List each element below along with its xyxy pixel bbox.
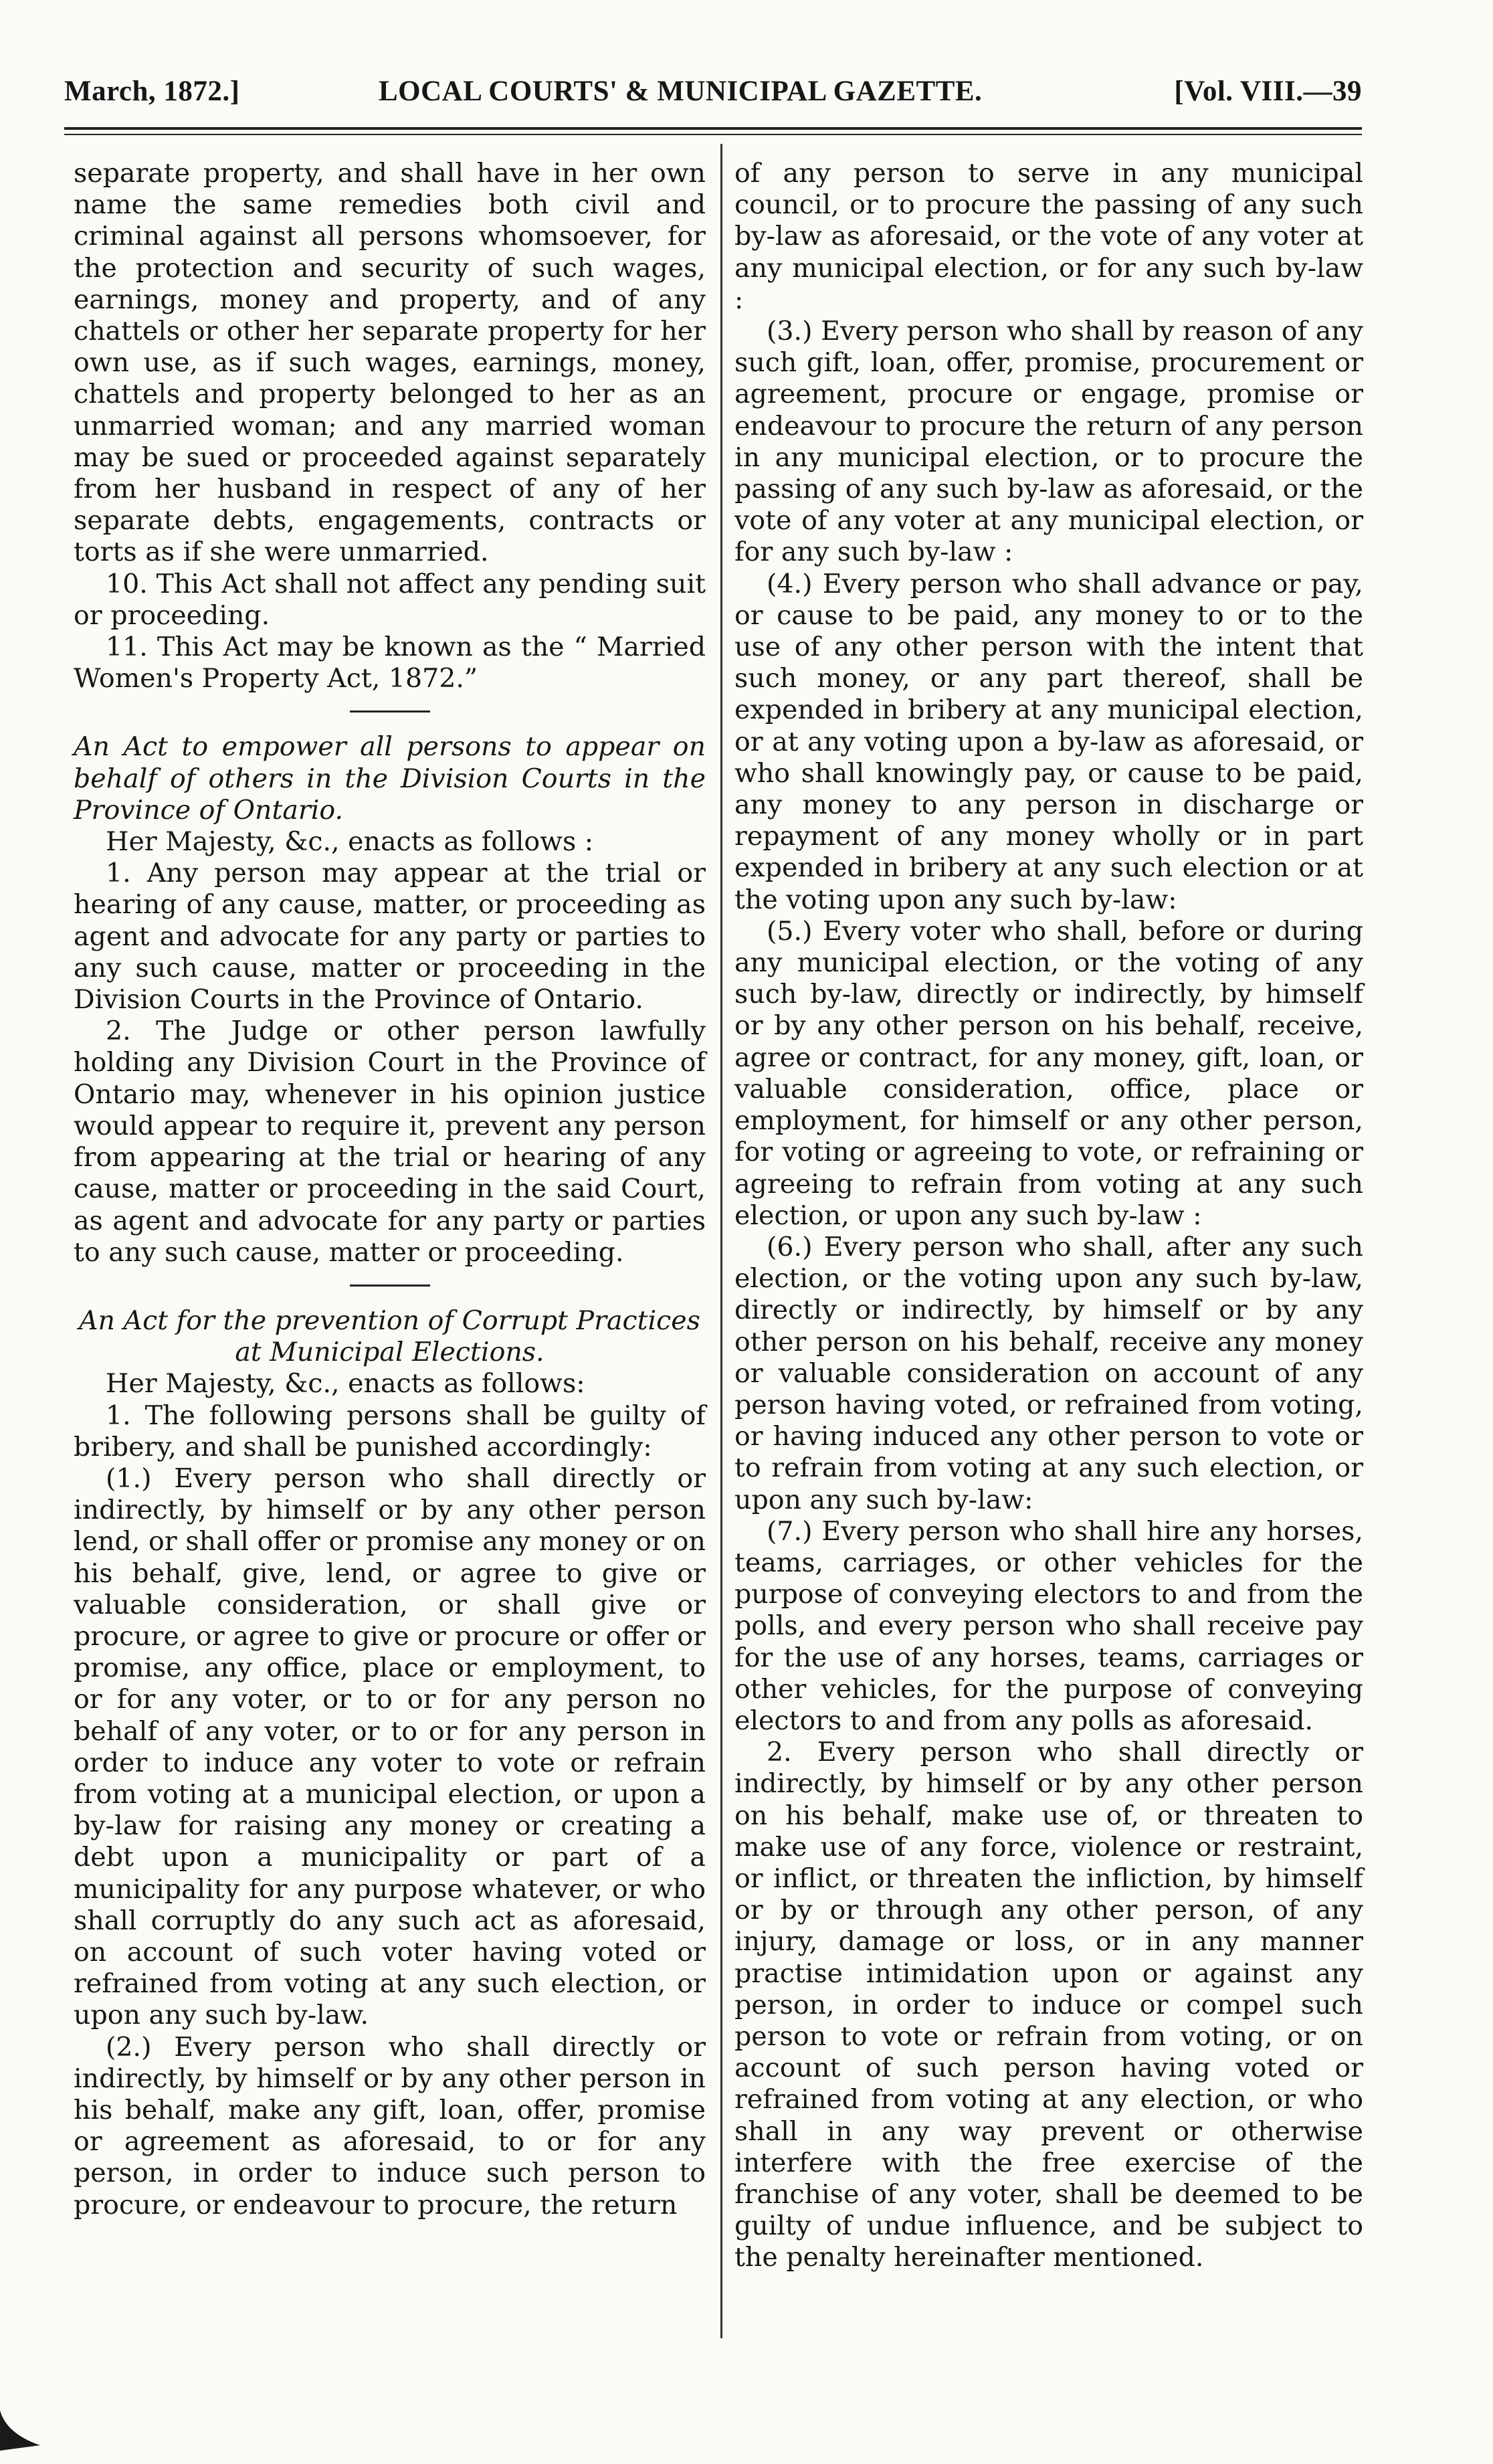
section-11: 11. This Act may be known as the “ Married Women's Property Act, 1872.” xyxy=(74,632,706,694)
running-header xyxy=(64,75,1362,118)
paragraph-continuation: of any person to serve in any municipal council, or to procure the passing of any such by-law as aforesaid, or the vote of any voter at any municipal election, or for any such by-law : xyxy=(734,158,1363,315)
corrupt-practices-subsection-4: (4.) Every person who shall advance or pay, or cause to be paid, any money to or to the use of any other person with the intent that such money, or any part thereof, shall be expended in bribery at any municipal election, or at any voting upon a by-law as aforesaid, or who shall knowingly pay, or cause to be paid, any money to any person in discharge or repayment of any money wholly or in part expended in bribery at any such election or at the voting upon any such by-law: xyxy=(734,568,1363,915)
header-date: March, 1872.] xyxy=(64,76,240,107)
page-edge-mark xyxy=(0,2370,74,2451)
act-title-division-courts: An Act to empower all persons to appear on behalf of others in the Division Courts in the Province of Ontario. xyxy=(74,731,706,826)
division-courts-section-1: 1. Any person may appear at the trial or hearing of any cause, matter, or proceeding as agent and advocate for any party or parties to any such cause, matter or proceeding in the Division Courts in the Province of Ontario. xyxy=(74,858,706,1016)
section-10: 10. This Act shall not affect any pending suit or proceeding. xyxy=(74,568,706,631)
left-column xyxy=(74,158,706,2221)
corrupt-practices-section-1: 1. The following persons shall be guilty of bribery, and shall be punished accordingly: xyxy=(74,1400,706,1462)
enacting-clause: Her Majesty, &c., enacts as follows: xyxy=(106,1368,585,1400)
corrupt-practices-subsection-2: (2.) Every person who shall directly or indirectly, by himself or by any other person in his behalf, make any gift, loan, offer, promise or agreement as aforesaid, to or for any person, in order to induce such person to procure, or endeavour to procure, the return xyxy=(74,2031,706,2220)
corrupt-practices-section-2: 2. Every person who shall directly or indirectly, by himself or by any other person on his behalf, make use of, or threaten to make use of any force, violence or restraint, or inflict, or threaten the infliction, by himself or by or through any other person, of any injury, damage or loss, or in any manner practise intimidation upon or against any person, in order to induce or compel such person to vote or refrain from voting, or on account of such person having voted or refrained from voting at any election, or who shall in any way prevent or otherwise interfere with the free exercise of the franchise of any voter, shall be deemed to be guilty of undue influence, and be subject to the penalty hereinafter mentioned. xyxy=(734,1737,1363,2273)
right-column xyxy=(734,158,1363,2274)
section-separator xyxy=(350,710,430,713)
enacting-clause: Her Majesty, &c., enacts as follows : xyxy=(106,826,594,858)
act-title-corrupt-practices: An Act for the prevention of Corrupt Practices at Municipal Elections. xyxy=(79,1305,700,1368)
header-publication-title: LOCAL COURTS' & MUNICIPAL GAZETTE. xyxy=(379,76,983,107)
corrupt-practices-subsection-6: (6.) Every person who shall, after any such election, or the voting upon any such by-law, directly or indirectly, by himself or by any other person on his behalf, receive any money or valuable consideration on account of any person having voted, or refrained from voting, or having induced any other person to vote or to refrain from voting at any such election, or upon any such by-law: xyxy=(734,1231,1363,1515)
header-rule-thick xyxy=(64,127,1362,130)
corrupt-practices-subsection-1: (1.) Every person who shall directly or indirectly, by himself or by any other person lend, or shall offer or promise any money or on his behalf, give, lend, or agree to give or valuable consideration, or shall give or procure, or agree to give or procure or offer or promise, any office, place or employment, to or for any voter, or to or for any person no behalf of any voter, or to or for any person in order to induce any voter to vote or refrain from voting at a municipal election, or upon a by-law for raising any money or creating a debt upon a municipality or part of a municipality for any purpose whatever, or who shall corruptly do any such act as aforesaid, on account of such voter having voted or refrained from voting at any such election, or upon any such by-law. xyxy=(74,1462,706,2031)
division-courts-section-2: 2. The Judge or other person lawfully holding any Division Court in the Province of Ontario may, whenever in his opinion justice would appear to require it, prevent any person from appearing at the trial or hearing of any cause, matter or proceeding in the said Court, as agent and advocate for any party or parties to any such cause, matter or proceeding. xyxy=(74,1016,706,1268)
paragraph-separate-property: separate property, and shall have in her own name the same remedies both civil and criminal against all persons whomsoever, for the protection and security of such wages, earnings, money and property, and of any chattels or other her separate property for her own use, as if such wages, earnings, money, chattels and property belonged to her as an unmarried woman; and any married woman may be sued or proceeded against separately from her husband in respect of any of her separate debts, engagements, contracts or torts as if she were unmarried. xyxy=(74,158,706,568)
corrupt-practices-subsection-3: (3.) Every person who shall by reason of any such gift, loan, offer, promise, procurement or agreement, procure or engage, promise or endeavour to procure the return of any person in any municipal election, or to procure the passing of any such by-law as aforesaid, or the vote of any voter at any municipal election, or for any such by-law : xyxy=(734,316,1363,568)
corrupt-practices-subsection-5: (5.) Every voter who shall, before or during any municipal election, or the voting of any such by-law, directly or indirectly, by himself or by any other person on his behalf, receive, agree or contract, for any money, gift, loan, or valuable consideration, office, place or employment, for himself or any other person, for voting or agreeing to vote, or refraining or agreeing to refrain from voting at any such election, or upon any such by-law : xyxy=(734,915,1363,1231)
header-rule-thin xyxy=(64,134,1362,135)
header-volume-page: [Vol. VIII.—39 xyxy=(1174,76,1362,107)
section-separator xyxy=(350,1285,430,1287)
column-divider xyxy=(720,144,722,2338)
corrupt-practices-subsection-7: (7.) Every person who shall hire any horses, teams, carriages, or other vehicles for the purpose of conveying electors to and from the polls, and every person who shall receive pay for the use of any horses, teams, carriages or other vehicles, for the purpose of conveying electors to and from any polls as aforesaid. xyxy=(734,1515,1363,1736)
